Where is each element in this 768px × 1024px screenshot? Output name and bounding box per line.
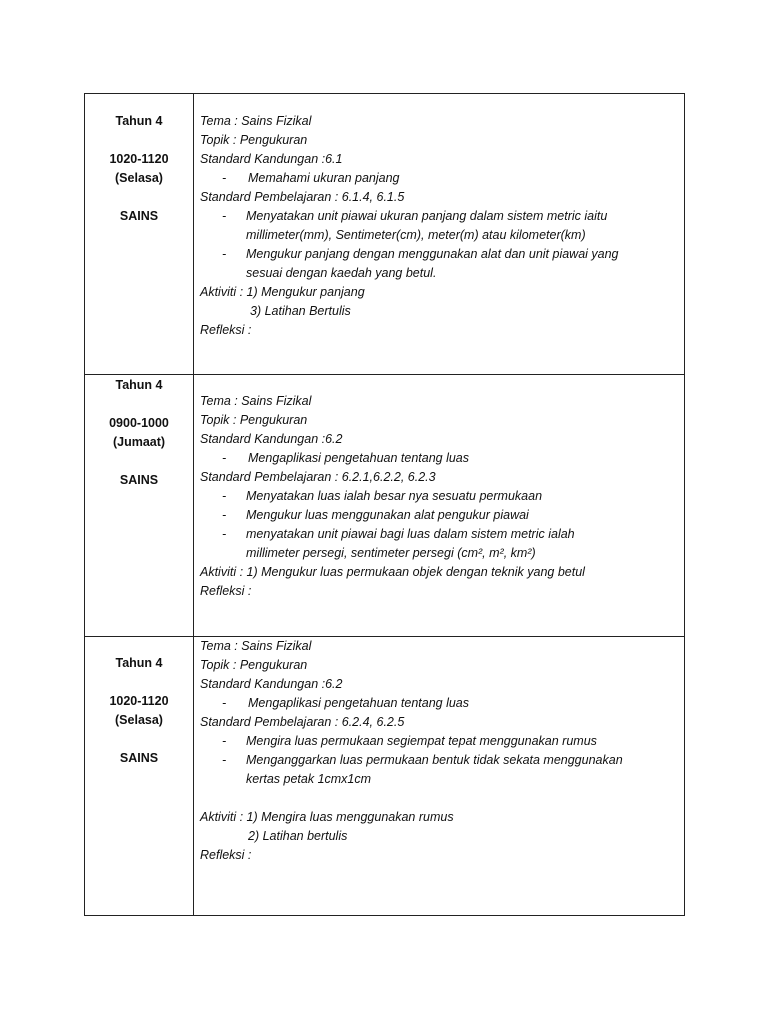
- subject-label: SAINS: [119, 751, 159, 765]
- sp-bullet: - Mengira luas permukaan segiempat tepat menggunakan rumus: [222, 734, 597, 748]
- lesson-3-info: [85, 637, 194, 916]
- subject-label: SAINS: [119, 473, 159, 487]
- standard-pembelajaran: Standard Pembelajaran : 6.1.4, 6.1.5: [200, 190, 405, 204]
- sp-bullet: - Mengukur luas menggunakan alat pengukur piawai: [222, 508, 529, 522]
- lesson-2-details: [194, 375, 685, 637]
- sk-bullet: - Mengaplikasi pengetahuan tentang luas: [222, 451, 470, 465]
- aktiviti: Aktiviti : 1) Mengukur luas permukaan objek dengan teknik yang betul: [200, 565, 585, 579]
- day-label: (Selasa): [115, 171, 163, 185]
- standard-kandungan: Standard Kandungan :6.1: [200, 152, 343, 166]
- lesson-plan-table: [84, 93, 685, 916]
- sp-bullet: - Mengukur panjang dengan menggunakan alat dan unit piawai yang sesuai dengan kaedah yang betul.: [222, 247, 619, 280]
- refleksi: Refleksi :: [200, 323, 252, 337]
- sp-bullet: - Menyatakan unit piawai ukuran panjang dalam sistem metric iaitu millimeter(mm), Sentimeter(cm), meter(m) atau kilometer(km): [222, 209, 608, 242]
- lesson-3-details: [194, 637, 685, 916]
- lesson-1-info: [85, 94, 194, 375]
- year-label: Tahun 4: [115, 114, 163, 128]
- aktiviti: Aktiviti : 1) Mengira luas menggunakan rumus: [200, 810, 454, 824]
- refleksi: Refleksi :: [200, 584, 252, 598]
- tema: Tema : Sains Fizikal: [200, 114, 312, 128]
- subject-label: SAINS: [119, 209, 159, 223]
- tema: Tema : Sains Fizikal: [200, 394, 312, 408]
- topik: Topik : Pengukuran: [200, 658, 308, 672]
- aktiviti-2: 3) Latihan Bertulis: [250, 304, 351, 318]
- lesson-row-1: [85, 94, 685, 375]
- aktiviti: Aktiviti : 1) Mengukur panjang: [200, 285, 365, 299]
- day-label: (Jumaat): [112, 435, 166, 449]
- day-label: (Selasa): [115, 713, 163, 727]
- lesson-1-details: [194, 94, 685, 375]
- sp-bullet: - Menganggarkan luas permukaan bentuk tidak sekata menggunakan kertas petak 1cmx1cm: [222, 753, 623, 786]
- refleksi: Refleksi :: [200, 848, 252, 862]
- sp-bullet: - Menyatakan luas ialah besar nya sesuatu permukaan: [222, 489, 543, 503]
- sk-bullet: - Memahami ukuran panjang: [222, 171, 400, 185]
- topik: Topik : Pengukuran: [200, 133, 308, 147]
- aktiviti-2: 2) Latihan bertulis: [248, 829, 348, 843]
- lesson-row-2: [85, 375, 685, 637]
- year-label: Tahun 4: [115, 656, 163, 670]
- time-label: 1020-1120: [109, 152, 169, 166]
- lesson-row-3: [85, 637, 685, 916]
- time-label: 0900-1000: [109, 416, 169, 430]
- lesson-2-info: [85, 375, 194, 637]
- standard-kandungan: Standard Kandungan :6.2: [200, 677, 343, 691]
- sk-bullet: - Mengaplikasi pengetahuan tentang luas: [222, 696, 470, 710]
- tema: Tema : Sains Fizikal: [200, 639, 312, 653]
- time-label: 1020-1120: [109, 694, 169, 708]
- standard-pembelajaran: Standard Pembelajaran : 6.2.4, 6.2.5: [200, 715, 405, 729]
- topik: Topik : Pengukuran: [200, 413, 308, 427]
- standard-pembelajaran: Standard Pembelajaran : 6.2.1,6.2.2, 6.2.3: [200, 470, 436, 484]
- standard-kandungan: Standard Kandungan :6.2: [200, 432, 343, 446]
- sp-bullet: - menyatakan unit piawai bagi luas dalam sistem metric ialah millimeter persegi, sentimeter persegi (cm², m², km²): [222, 527, 575, 560]
- year-label: Tahun 4: [115, 378, 163, 392]
